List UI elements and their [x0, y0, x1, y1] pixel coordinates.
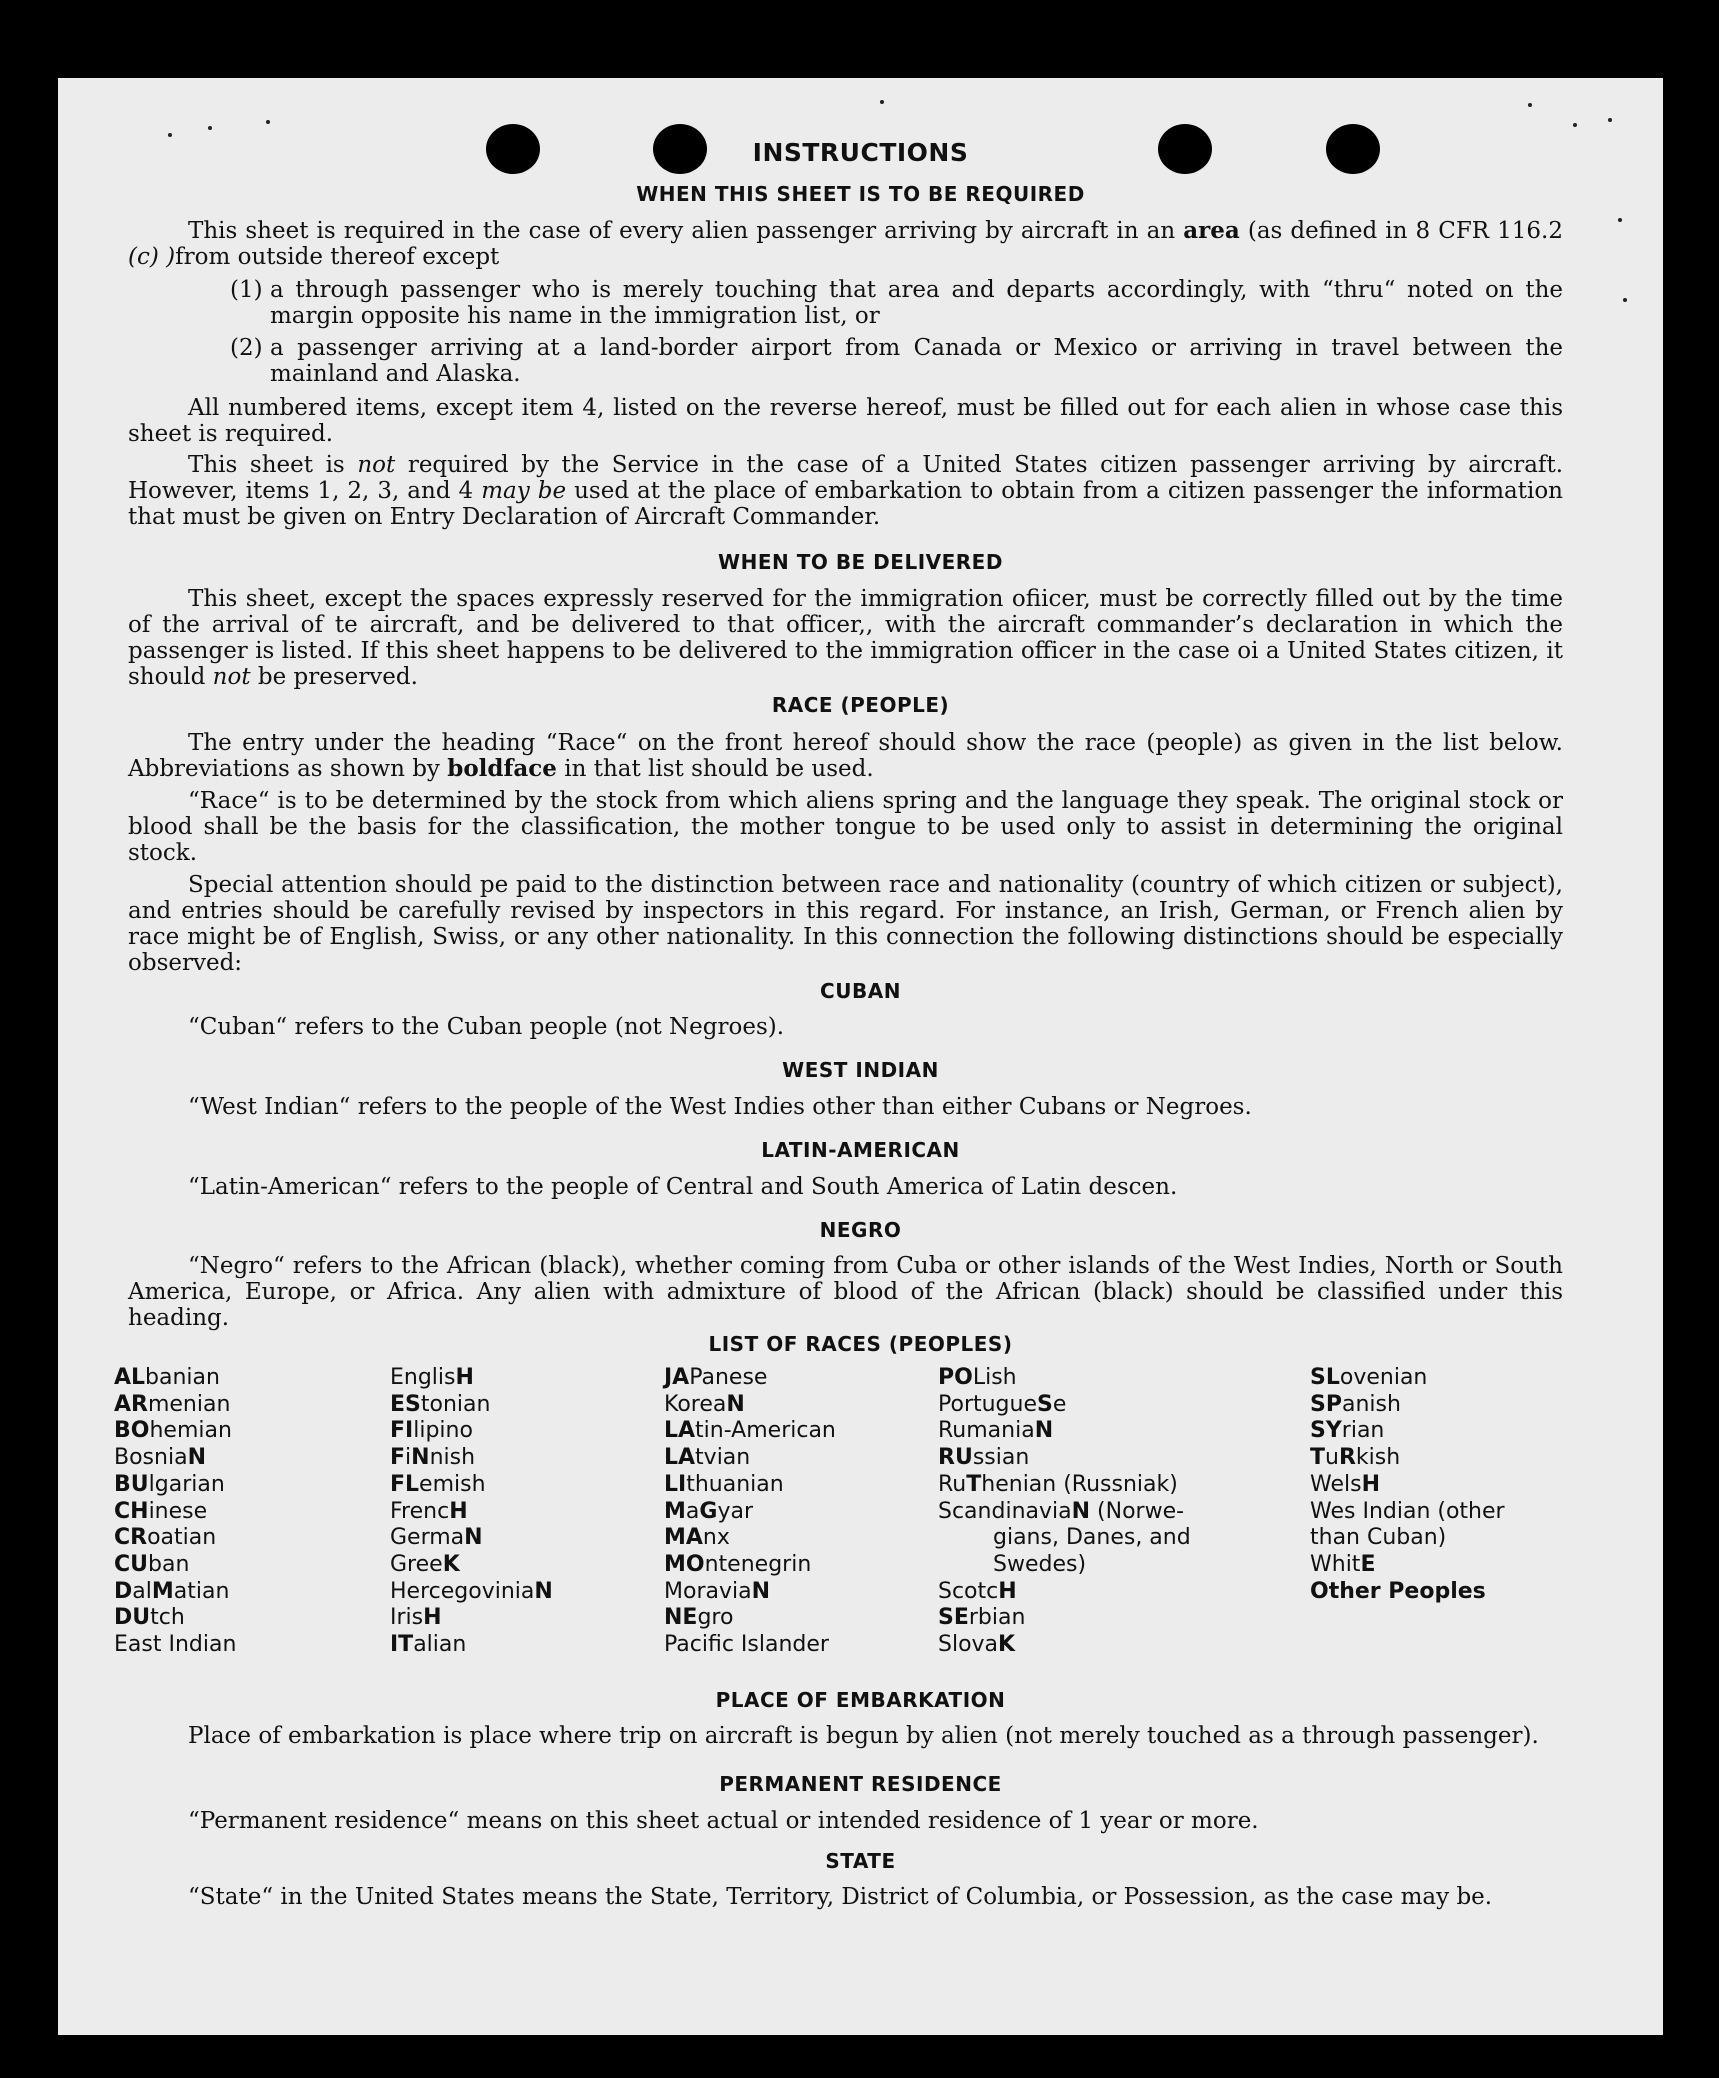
race-list-item: RUssian	[938, 1445, 1030, 1471]
when-required-heading: WHEN THIS SHEET IS TO BE REQUIRED	[636, 182, 1085, 206]
race-list-item: ITalian	[390, 1632, 467, 1658]
speck	[1528, 103, 1532, 107]
race-list-item: CRoatian	[114, 1525, 217, 1551]
embarkation-heading: PLACE OF EMBARKATION	[715, 1688, 1006, 1712]
delivered-text: This sheet, except the spaces expressly reserved for the immigration ofiicer, must be correctly filled out by the time of the arrival of te aircraft, and be delivered to that officer,, with the aircraft commander’s declaration in which the passenger is listed. If this sheet happens to be delivered to the immigration officer in the case oi a United States citizen, it should not be preserved.	[128, 586, 1563, 690]
negro-heading: NEGRO	[819, 1218, 902, 1242]
race-paragraph-1: The entry under the heading “Race“ on the front hereof should show the race (people) as given in the list below. Abbreviations as shown by boldface in that list should be used.	[128, 730, 1563, 782]
races-column-5	[1310, 1365, 1590, 1605]
race-list-item: GreeK	[390, 1551, 460, 1577]
race-list-item: BosniaN	[114, 1445, 206, 1471]
speck	[168, 133, 172, 137]
speck	[1618, 218, 1622, 222]
required-intro: This sheet is required in the case of every alien passenger arriving by aircraft in an area (as defined in 8 CFR 116.2 (c) )from outside thereof except	[128, 217, 1563, 270]
residence-text: “Permanent residence“ means on this sheet actual or intended residence of 1 year or more.	[188, 1808, 1259, 1834]
race-list-item: MaGyar	[664, 1498, 753, 1524]
race-list-item: DUtch	[114, 1605, 185, 1631]
race-list-item: NEgro	[664, 1605, 734, 1631]
west-indian-text: “West Indian“ refers to the people of the West Indies other than either Cubans or Negroes.	[188, 1094, 1252, 1120]
race-list-item: FLemish	[390, 1471, 486, 1497]
race-heading: RACE (PEOPLE)	[771, 693, 950, 717]
race-list-item: gians, Danes, and	[993, 1525, 1191, 1551]
race-list-item: BUlgarian	[114, 1471, 225, 1497]
race-list-item: SLovenian	[1310, 1365, 1428, 1390]
race-list-item: East Indian	[114, 1632, 237, 1658]
race-list-item: CHinese	[114, 1498, 208, 1524]
race-list-item: MAnx	[664, 1525, 730, 1551]
race-list-item: KoreaN	[664, 1391, 745, 1417]
instruction-sheet	[58, 78, 1663, 2035]
negro-text: “Negro“ refers to the African (black), whether coming from Cuba or other islands of the West Indies, North or South America, Europe, or Africa. Any alien with admixture of blood of the African (black) should be classified under this heading.	[128, 1253, 1563, 1331]
race-list-item: WelsH	[1310, 1471, 1380, 1497]
race-list-item: FIlipino	[390, 1418, 473, 1444]
race-list-item: FrencH	[390, 1498, 468, 1524]
numbered-items-text: All numbered items, except item 4, listed on the reverse hereof, must be filled out for each alien in whose case this sheet is required.	[128, 395, 1563, 447]
latin-american-heading: LATIN-AMERICAN	[761, 1138, 960, 1162]
race-list-item: LAtvian	[664, 1445, 751, 1471]
speck	[266, 120, 270, 124]
race-list-item: RumaniaN	[938, 1418, 1054, 1444]
speck	[1608, 118, 1612, 122]
races-column-3	[664, 1365, 914, 1659]
race-list-item: WhitE	[1310, 1551, 1376, 1577]
race-list-item: than Cuban)	[1310, 1525, 1447, 1551]
speck	[1623, 298, 1627, 302]
race-paragraph-3: Special attention should pe paid to the distinction between race and nationality (country of which citizen or subject), and entries should be carefully revised by inspectors in this regard. For instance, an Irish, German, or French alien by race might be of English, Swiss, or any other nationality. In this connection the following distinctions should be especially observed:	[128, 872, 1563, 976]
race-list-item: ALbanian	[114, 1365, 220, 1390]
race-list-item: MOntenegrin	[664, 1551, 812, 1577]
races-column-1	[114, 1365, 364, 1659]
race-list-item: JAPanese	[664, 1365, 768, 1390]
race-list-item: SErbian	[938, 1605, 1026, 1631]
race-list-item: SPanish	[1310, 1391, 1401, 1417]
race-list-item: SlovaK	[938, 1632, 1016, 1658]
race-list-item: SYrian	[1310, 1418, 1385, 1444]
race-list-item: FiNnish	[390, 1445, 476, 1471]
race-list-item: ScotcH	[938, 1578, 1017, 1604]
west-indian-heading: WEST INDIAN	[782, 1058, 939, 1082]
race-paragraph-2: “Race“ is to be determined by the stock from which aliens spring and the language they speak. The original stock or blood shall be the basis for the classification, the mother tongue to be used only to assist in determining the original stock.	[128, 788, 1563, 866]
race-list-item: Swedes)	[993, 1551, 1087, 1577]
when-delivered-heading: WHEN TO BE DELIVERED	[718, 550, 1003, 574]
speck	[1573, 123, 1577, 127]
race-list-item: TuRkish	[1310, 1445, 1401, 1471]
state-heading: STATE	[825, 1849, 896, 1873]
race-list-item: GermaN	[390, 1525, 483, 1551]
race-list-item: MoraviaN	[664, 1578, 771, 1604]
embarkation-text: Place of embarkation is place where trip on aircraft is begun by alien (not merely touched as a through passenger).	[188, 1723, 1539, 1749]
race-list-item: DalMatian	[114, 1578, 230, 1604]
speck	[880, 100, 884, 104]
speck	[208, 126, 212, 130]
race-list-item: ScandinaviaN (Norwe-	[938, 1498, 1185, 1524]
exception-item-1: (1) a through passenger who is merely touching that area and departs accordingly, with “thru“ noted on the margin opposite his name in the immigration list, or	[230, 277, 1563, 329]
race-list-item: EnglisH	[390, 1365, 474, 1390]
races-column-2	[390, 1365, 640, 1659]
residence-heading: PERMANENT RESIDENCE	[719, 1772, 1002, 1796]
latin-american-text: “Latin-American“ refers to the people of Central and South America of Latin descen.	[188, 1174, 1178, 1200]
state-text: “State“ in the United States means the State, Territory, District of Columbia, or Possession, as the case may be.	[188, 1884, 1493, 1910]
race-list-item: LAtin-American	[664, 1418, 836, 1444]
race-list-item: RuThenian (Russniak)	[938, 1471, 1178, 1497]
exception-item-2: (2) a passenger arriving at a land-border airport from Canada or Mexico or arriving in travel between the mainland and Alaska.	[230, 335, 1563, 387]
race-list-item: Wes Indian (other	[1310, 1498, 1505, 1524]
race-list-item: PortugueSe	[938, 1391, 1067, 1417]
instructions-title: INSTRUCTIONS	[752, 138, 969, 167]
race-list-item: POLish	[938, 1365, 1017, 1390]
race-list-item: CUban	[114, 1551, 190, 1577]
race-list-item: ARmenian	[114, 1391, 231, 1417]
cuban-heading: CUBAN	[820, 979, 901, 1003]
race-list-item: Other Peoples	[1310, 1578, 1486, 1604]
race-list-item: HercegoviniaN	[390, 1578, 553, 1604]
cuban-text: “Cuban“ refers to the Cuban people (not Negroes).	[188, 1014, 785, 1040]
races-column-4	[938, 1365, 1238, 1659]
race-list-item: LIthuanian	[664, 1471, 784, 1497]
race-list-item: EStonian	[390, 1391, 491, 1417]
race-list-item: BOhemian	[114, 1418, 232, 1444]
race-list-item: IrisH	[390, 1605, 442, 1631]
citizen-text: This sheet is not required by the Service in the case of a United States citizen passenger arriving by aircraft. However, items 1, 2, 3, and 4 may be used at the place of embarkation to obtain from a citizen passenger the information that must be given on Entry Declaration of Aircraft Commander.	[128, 452, 1564, 530]
race-list-item: Pacific Islander	[664, 1632, 829, 1658]
list-of-races-heading: LIST OF RACES (PEOPLES)	[708, 1332, 1013, 1356]
